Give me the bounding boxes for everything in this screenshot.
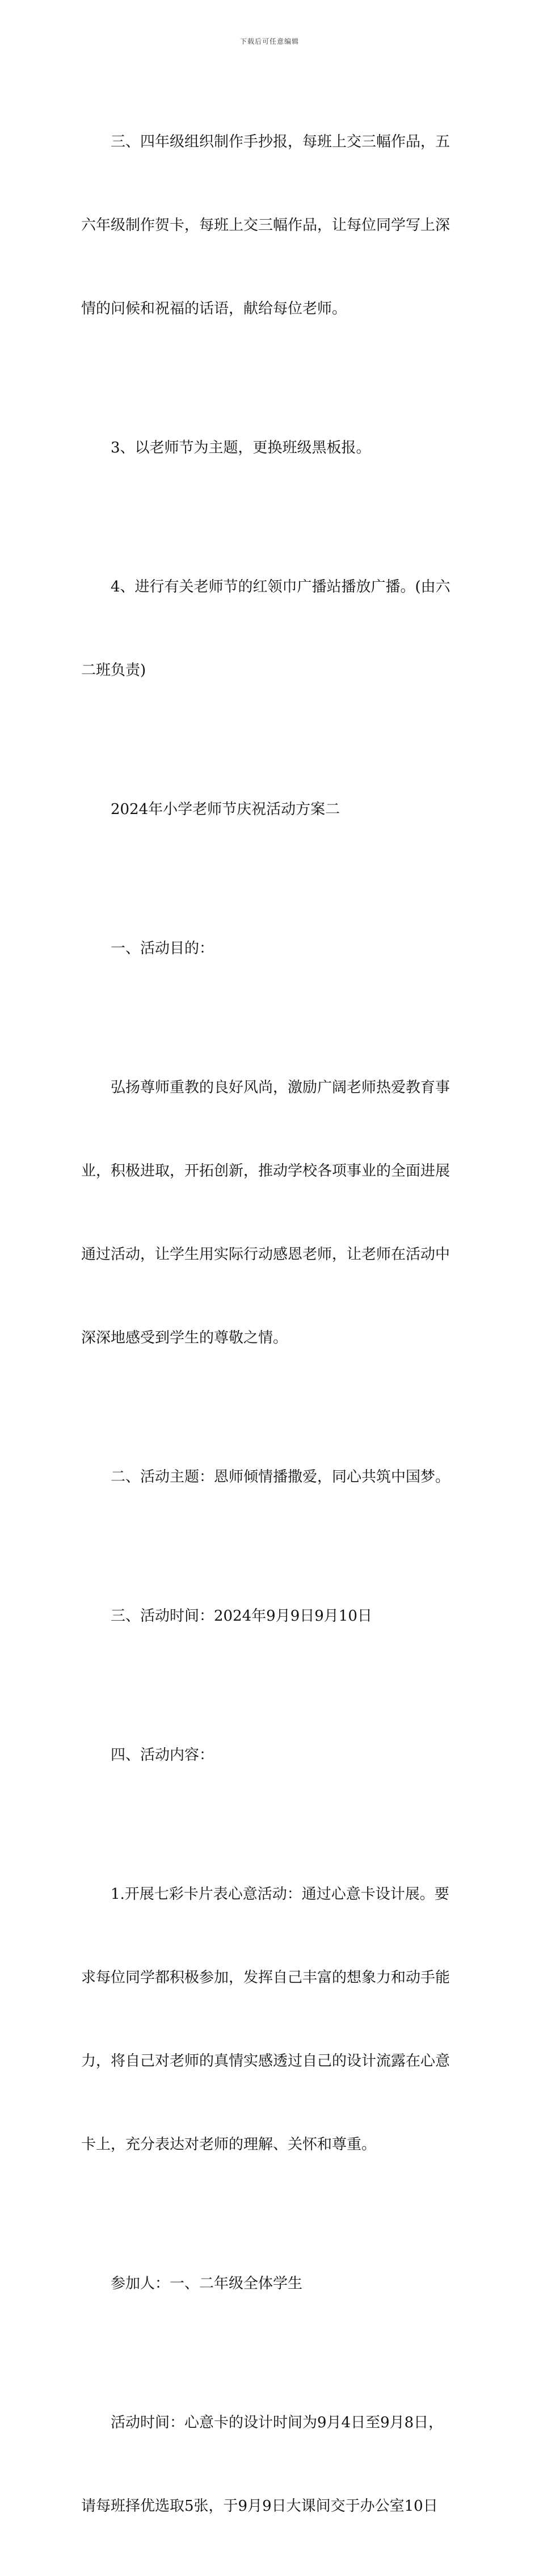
text-line: 六年级制作贺卡，每班上交三幅作品，让每位同学写上深 [81, 217, 450, 234]
text-line: 求每位同学都积极参加，发挥自己丰富的想象力和动手能 [81, 1969, 450, 1986]
text-line: 通过活动，让学生用实际行动感恩老师，让老师在活动中 [81, 1246, 450, 1263]
paragraph-purpose [81, 1018, 461, 1408]
text-line: 情的问候和祝福的话语，献给每位老师。 [81, 300, 347, 317]
text-line: 力，将自己对老师的真情实感透过自己的设计流露在心意 [81, 2053, 450, 2070]
paragraph-blackboard [81, 379, 461, 518]
text-line: 二班负责) [81, 662, 146, 679]
text-line: 卡上，充分表达对老师的理解、关怀和尊重。 [81, 2136, 377, 2153]
text-line: 三、活动时间：2024年9月9日9月10日 [111, 1608, 372, 1625]
paragraph-activities-grades [81, 73, 461, 379]
text-line: 四、活动内容： [111, 1747, 214, 1764]
text-line: 深深地感受到学生的尊敬之情。 [81, 1329, 288, 1346]
text-line: 2024年小学老师节庆祝活动方案二 [111, 801, 340, 818]
paragraph-card-activity [81, 1825, 461, 2214]
text-line: 参加人：一、二年级全体学生 [111, 2275, 303, 2292]
text-line: 活动时间：心意卡的设计时间为9月4日至9月8日， [111, 2414, 444, 2431]
heading-activity-time [81, 1547, 461, 1686]
heading-activity-purpose [81, 879, 461, 1018]
text-line: 弘扬尊师重教的良好风尚，激励广阔老师热爱教育事 [111, 1079, 450, 1096]
paragraph-card-schedule [81, 2353, 461, 2576]
text-line: 二、活动主题：恩师倾情播撒爱，同心共筑中国梦。 [111, 1469, 450, 1486]
text-line: 4、进行有关老师节的红领巾广播站播放广播。(由六 [111, 578, 450, 595]
document-body [81, 73, 461, 2576]
heading-activity-theme [81, 1408, 461, 1547]
page-header: 下载后可任意编辑 [239, 37, 299, 45]
text-line: 1.开展七彩卡片表心意活动：通过心意卡设计展。要 [111, 1886, 449, 1903]
paragraph-participants [81, 2214, 461, 2353]
text-line: 请每班择优选取5张，于9月9日大课间交于办公室10日 [81, 2498, 438, 2515]
text-line: 3、以老师节为主题，更换班级黑板报。 [111, 439, 371, 456]
heading-activity-content [81, 1686, 461, 1825]
text-line: 三、四年级组织制作手抄报，每班上交三幅作品，五 [111, 133, 450, 150]
text-line: 一、活动目的： [111, 940, 214, 957]
text-line: 业，积极进取，开拓创新，推动学校各项事业的全面进展 [81, 1163, 450, 1180]
paragraph-broadcast [81, 518, 461, 740]
section-title-plan-two [81, 740, 461, 879]
